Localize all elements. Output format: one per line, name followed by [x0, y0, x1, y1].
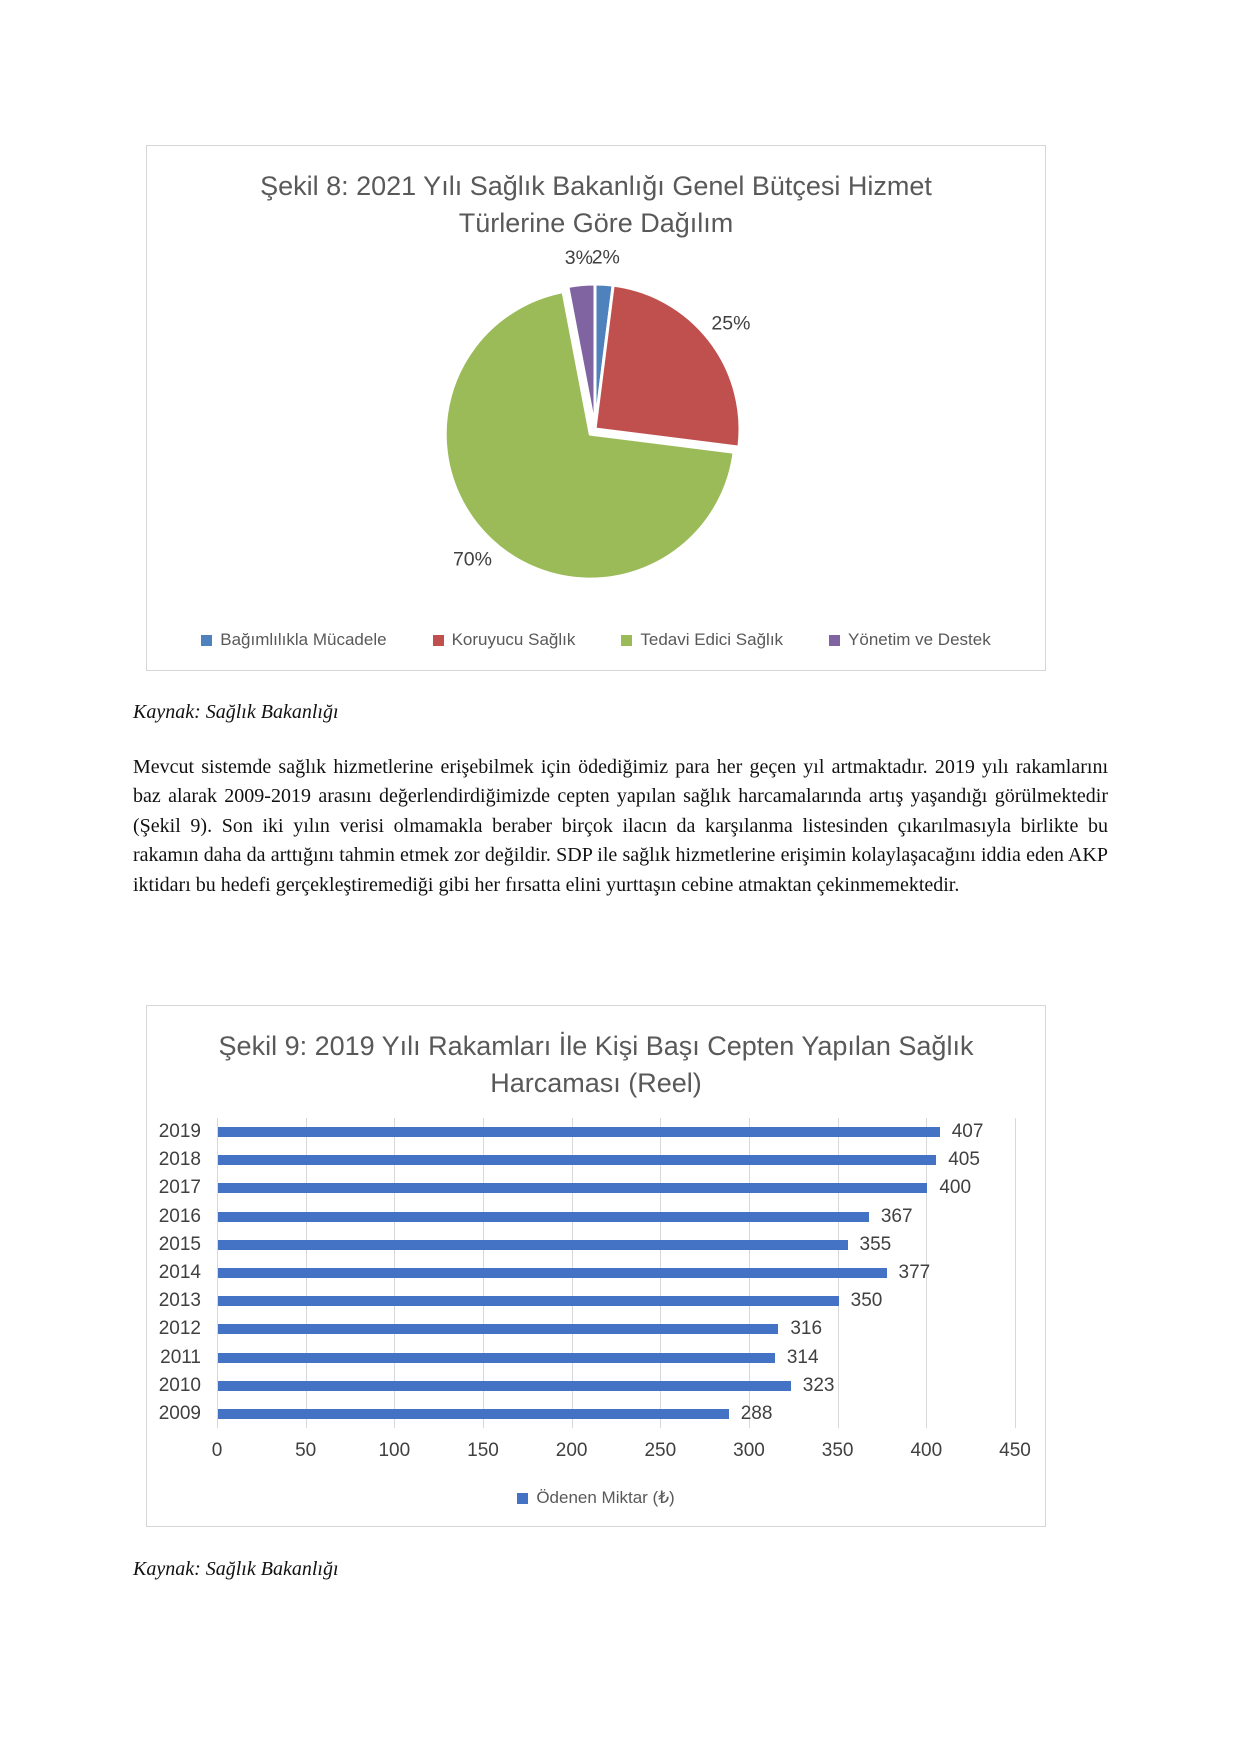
bar-2009: [218, 1409, 729, 1419]
bar-value-label: 288: [740, 1402, 773, 1424]
y-category-label: 2016: [158, 1205, 201, 1227]
legend-swatch-icon: [829, 635, 840, 646]
x-tick-label: 450: [999, 1440, 1031, 1461]
y-category-label: 2009: [158, 1402, 201, 1424]
bar-value-label: 316: [790, 1318, 823, 1340]
legend-label: Bağımlılıkla Mücadele: [220, 630, 387, 649]
bar-chart-title: [197, 1028, 995, 1102]
body-paragraph: Mevcut sistemde sağlık hizmetlerine erişebilmek için ödediğimiz para her geçen yıl artmaktadır. 2019 yılı rakamlarını baz alarak 2009-2019 arasını değerlendirdiğimizde cepten yapılan sağlık harcamalarında artış yaşandığı görülmektedir (Şekil 9). Son iki yılın verisi olmamakla beraber birçok ilacın da karşılanma listesinden çıkarılmasıyla birlikte bu rakamın daha da arttığını tahmin etmek zor değildir. SDP ile sağlık hizmetlerine erişimin kolaylaşacağını iddia eden AKP iktidarı bu hedefi gerçekleştiremediği gibi her fırsatta elini yurttaşın cebine atmaktan çekinmemektedir.: [133, 756, 1108, 896]
bar-chart-title-line1: Şekil 9: 2019 Yılı Rakamları İle Kişi Başı Cepten Yapılan Sağlık: [218, 1031, 974, 1061]
y-category-label: 2011: [160, 1346, 201, 1368]
legend-swatch-icon: [433, 635, 444, 646]
bar-2015: [218, 1240, 848, 1250]
source-note-figure8: Kaynak: Sağlık Bakanlığı: [133, 701, 339, 723]
legend-swatch-icon: [621, 635, 632, 646]
x-tick-label: 50: [295, 1440, 317, 1461]
x-tick-label: 100: [378, 1440, 411, 1461]
pie-chart-title-line2: Türlerine Göre Dağılım: [458, 208, 734, 238]
x-tick-label: 150: [467, 1440, 499, 1461]
bar-value-label: 314: [786, 1346, 819, 1368]
y-category-label: 2017: [158, 1177, 201, 1199]
bar-2013: [218, 1296, 839, 1306]
legend-swatch-icon: [517, 1493, 528, 1504]
x-tick-label: 300: [733, 1440, 765, 1461]
pie-slice-label-0: 2%: [591, 246, 620, 269]
y-category-label: 2015: [158, 1233, 201, 1255]
bar-2018: [218, 1155, 936, 1165]
x-tick-label: 250: [644, 1440, 677, 1461]
x-tick-label: 200: [555, 1440, 588, 1461]
bar-value-label: 405: [948, 1149, 980, 1171]
bar-value-label: 377: [898, 1261, 931, 1283]
figure-bar-chart: [146, 1005, 1046, 1527]
bar-value-label: 367: [880, 1205, 913, 1227]
legend-item-3: [829, 630, 991, 650]
x-tick-label: 350: [821, 1440, 854, 1461]
legend-item-1: [433, 630, 576, 650]
bar-2016: [218, 1212, 869, 1222]
legend-item-series: [517, 1488, 674, 1508]
y-category-label: 2012: [158, 1318, 201, 1340]
bar-2010: [218, 1381, 791, 1391]
pie-slice-label-1: 25%: [711, 312, 751, 335]
legend-item-2: [621, 630, 783, 650]
figure-pie-chart: [146, 145, 1046, 671]
legend-swatch-icon: [201, 635, 212, 646]
bar-2017: [218, 1183, 927, 1193]
y-category-label: 2018: [158, 1149, 201, 1171]
legend-label: Ödenen Miktar (₺): [536, 1488, 675, 1507]
gridline-x-450: [1015, 1118, 1016, 1428]
pie-slice-label-3: 3%: [564, 246, 593, 269]
bar-value-label: 400: [939, 1177, 972, 1199]
bar-chart-plot-area: [158, 1118, 1031, 1461]
bar-value-label: 407: [951, 1121, 984, 1143]
bar-value-label: 355: [859, 1233, 892, 1255]
bar-value-label: 350: [850, 1290, 883, 1312]
legend-label: Koruyucu Sağlık: [451, 630, 576, 649]
pie-chart: [147, 146, 1047, 669]
bar-2012: [218, 1324, 778, 1334]
pie-slice-1: [595, 285, 740, 447]
pie-legend: [187, 630, 1005, 650]
bar-legend: [187, 1488, 1005, 1508]
bar-value-label: 323: [802, 1374, 835, 1396]
legend-item-0: [201, 630, 386, 650]
bar-2014: [218, 1268, 887, 1278]
pie-slice-label-2: 70%: [452, 548, 492, 571]
bar-2011: [218, 1353, 775, 1363]
y-category-label: 2010: [158, 1374, 201, 1396]
y-category-label: 2019: [158, 1121, 201, 1143]
y-category-label: 2014: [158, 1261, 201, 1283]
y-category-label: 2013: [158, 1290, 201, 1312]
pie-chart-title-line1: Şekil 8: 2021 Yılı Sağlık Bakanlığı Genel Bütçesi Hizmet: [260, 171, 932, 201]
bar-chart-title-line2: Harcaması (Reel): [490, 1068, 702, 1098]
x-tick-label: 0: [211, 1440, 223, 1461]
legend-label: Tedavi Edici Sağlık: [640, 630, 784, 649]
bar-2019: [218, 1127, 940, 1137]
source-note-figure9: Kaynak: Sağlık Bakanlığı: [133, 1558, 339, 1580]
legend-label: Yönetim ve Destek: [848, 630, 991, 649]
x-tick-label: 400: [910, 1440, 943, 1461]
